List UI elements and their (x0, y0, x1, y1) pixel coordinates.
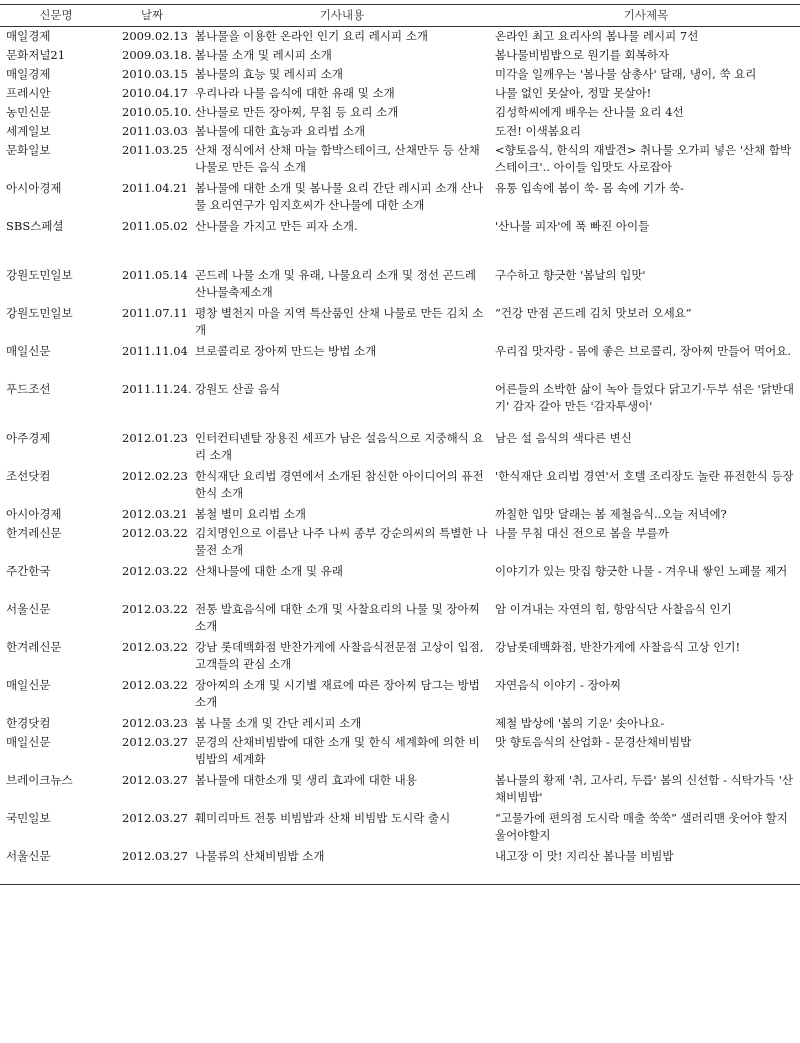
table-row (0, 524, 800, 562)
article-content: 평창 별천지 마을 지역 특산품인 산채 나물로 만든 김치 소개 (195, 305, 484, 337)
article-content: 산채 정식에서 산채 마늘 함박스테이크, 산채만두 등 산채나물로 만든 음식 소개 (195, 142, 480, 174)
header-row (0, 5, 800, 27)
article-title: 김성학씨에게 배우는 산나물 요리 4선 (495, 104, 684, 119)
article-title: 봄나물비빔밥으로 원기를 회복하자 (495, 47, 669, 62)
article-title: 유통 입속에 봄이 쑥- 몸 속에 기가 쑥- (495, 180, 684, 195)
article-content: 봄나물에 대한소개 및 생리 효과에 대한 내용 (195, 772, 417, 787)
paper-name: 아주경제 (6, 430, 51, 445)
article-content: 장아찌의 소개 및 시기별 재료에 따른 장아찌 담그는 방법 소개 (195, 677, 480, 709)
article-title: 우리집 맛자랑 - 몸에 좋은 브로콜리, 장아찌 만들어 먹어요. (495, 343, 791, 358)
article-date: 2011.03.03 (122, 123, 188, 138)
article-content: 봄 나물 소개 및 간단 레시피 소개 (195, 715, 362, 730)
paper-name: 한겨레신문 (6, 639, 62, 654)
article-content: 한식재단 요리법 경연에서 소개된 참신한 아이디어의 퓨전 한식 소개 (195, 468, 484, 500)
table-header (0, 5, 800, 27)
paper-name: 국민일보 (6, 810, 51, 825)
paper-name: 농민신문 (6, 104, 51, 119)
article-title: “고물가에 편의점 도시락 매출 쑥쑥” 샐러리맨 웃어야 할지 울어야할지 (495, 810, 788, 842)
table-row (0, 600, 800, 638)
paper-name: 매일경제 (6, 29, 51, 43)
paper-name: 강원도민일보 (6, 305, 73, 320)
table-row (0, 676, 800, 714)
table-row (0, 733, 800, 771)
table-row (0, 266, 800, 304)
paper-name: 문화저널21 (6, 47, 66, 62)
paper-name: 브레이크뉴스 (6, 772, 73, 787)
article-content: 문경의 산채비빔밥에 대한 소개 및 한식 세계화에 의한 비빔밥의 세계화 (195, 734, 480, 766)
article-date: 2012.03.22 (122, 601, 188, 616)
paper-name: 서울신문 (6, 601, 51, 616)
article-title: <향토음식, 한식의 재발견> 취나물 오가피 넣은 '산채 함박스테이크'.. 아이들 입맛도 사로잡아 (495, 142, 792, 174)
table-row (0, 46, 800, 65)
paper-name: 매일경제 (6, 66, 51, 81)
paper-name: 문화일보 (6, 142, 51, 157)
article-content: 강남 롯데백화점 반찬가게에 사찰음식전문점 고상이 입점, 고객들의 관심 소개 (195, 639, 484, 671)
paper-name: 아시아경제 (6, 180, 62, 195)
paper-name: 푸드조선 (6, 381, 51, 396)
article-title: '한식재단 요리법 경연'서 호텔 조리장도 놀란 퓨전한식 등장 (495, 468, 794, 483)
article-date: 2010.05.10. (122, 104, 192, 119)
article-date: 2011.05.02 (122, 218, 188, 233)
table-row (0, 771, 800, 809)
article-date: 2011.05.14 (122, 267, 188, 282)
table-row (0, 27, 800, 46)
table-row (0, 638, 800, 676)
article-title: 맛 향토음식의 산업화 - 문경산채비빔밥 (495, 734, 692, 749)
article-table (0, 4, 800, 885)
table-row (0, 505, 800, 524)
header-paper: 신문명 (0, 5, 112, 27)
article-title: 나물 없인 못살아, 정말 못살아! (495, 85, 652, 100)
article-content: 곤드레 나물 소개 및 유래, 나물요리 소개 및 정선 곤드레 산나물축제소개 (195, 267, 476, 299)
article-content: 나물류의 산채비빔밥 소개 (192, 847, 492, 885)
article-content: 전통 발효음식에 대한 소개 및 사찰요리의 나물 및 장아찌 소개 (195, 601, 480, 633)
article-content: 훼미리마트 전통 비빔밥과 산채 비빔밥 도시락 출시 (195, 810, 451, 825)
article-title: 어른들의 소박한 삶이 녹아 들었다 닭고기·두부 섞은 '닭반대기' 감자 갈아 만든 '감자투생이' (495, 381, 795, 413)
article-content: 우리나라 나물 음식에 대한 유래 및 소개 (195, 85, 395, 100)
paper-name: 조선닷컴 (6, 468, 51, 483)
table-row (0, 380, 800, 429)
article-title: 자연음식 이야기 - 장아찌 (495, 677, 621, 692)
article-date: 2011.11.04 (122, 343, 188, 358)
paper-name: 매일신문 (6, 677, 51, 692)
article-date: 2011.07.11 (122, 305, 188, 320)
article-content: 김치명인으로 이름난 나주 나씨 종부 강순의씨의 특별한 나물전 소개 (195, 525, 488, 557)
article-content: 인터컨티넨탈 장용진 세프가 남은 설음식으로 지중해식 요리 소개 (195, 430, 484, 462)
paper-name: 한경닷컴 (6, 715, 51, 730)
article-title: 남은 설 음식의 색다른 변신 (495, 430, 632, 445)
paper-name: 프레시안 (6, 85, 51, 100)
article-title: 암 이겨내는 자연의 힘, 항암식단 사찰음식 인기 (495, 601, 732, 616)
article-date: 2011.04.21 (122, 180, 188, 195)
table-row (0, 714, 800, 733)
article-date: 2009.02.13 (122, 29, 188, 43)
table-body (0, 27, 800, 885)
table-row (0, 103, 800, 122)
article-date: 2012.03.21 (122, 506, 188, 521)
table-row (0, 65, 800, 84)
table-row (0, 809, 800, 847)
article-date: 2012.03.27 (122, 810, 188, 825)
article-title: 온라인 최고 요리사의 봄나물 레시피 7선 (495, 29, 699, 43)
article-title: 봄나물의 황제 '취, 고사리, 두릅' 봄의 신선함 - 식탁가득 '산채비빔밥' (495, 772, 793, 804)
article-date: 2009.03.18. (122, 47, 192, 62)
paper-name: 한겨레신문 (6, 525, 62, 540)
article-content: 산채나물에 대한 소개 및 유래 (195, 563, 343, 578)
table-row (0, 342, 800, 380)
article-date: 2012.03.27 (122, 734, 188, 749)
table-row (0, 847, 800, 885)
article-title: 이야기가 있는 맛집 향긋한 나물 - 겨우내 쌓인 노폐물 제거 (495, 563, 788, 578)
article-date: 2012.01.23 (122, 430, 188, 445)
article-date: 2012.02.23 (122, 468, 188, 483)
article-date: 2011.11.24. (122, 381, 192, 396)
article-date: 2012.03.23 (122, 715, 188, 730)
article-content: 봄나물 소개 및 레시피 소개 (195, 47, 332, 62)
article-date: 2012.03.22 (122, 639, 188, 654)
table-row (0, 141, 800, 179)
table-row (0, 217, 800, 266)
article-date: 2012.03.22 (122, 525, 188, 540)
table-row (0, 179, 800, 217)
table-row (0, 84, 800, 103)
article-date: 2012.03.22 (122, 677, 188, 692)
article-content: 산나물을 가지고 만든 피자 소개. (195, 218, 358, 233)
paper-name: 매일신문 (6, 734, 51, 749)
table-row (0, 429, 800, 467)
table-row (0, 304, 800, 342)
article-title: 내고장 이 맛! 지리산 봄나물 비빔밥 (492, 847, 800, 885)
article-content: 봄나물을 이용한 온라인 인기 요리 레시피 소개 (195, 29, 429, 43)
article-title: 나물 무침 대신 전으로 봄을 부를까 (495, 525, 669, 540)
table-row (0, 467, 800, 505)
header-title: 기사제목 (492, 5, 800, 27)
article-title: 도전! 이색봄요리 (495, 123, 582, 138)
article-date: 2010.04.17 (122, 85, 188, 100)
article-date: 2010.03.15 (122, 66, 188, 81)
article-content: 봄철 별미 요리법 소개 (195, 506, 306, 521)
article-content: 봄나물에 대한 소개 및 봄나물 요리 간단 레시피 소개 산나물 요리연구가 임지호씨가 산나물에 대한 소개 (195, 180, 484, 212)
article-content: 브로콜리로 장아찌 만드는 방법 소개 (195, 343, 377, 358)
article-date: 2011.03.25 (122, 142, 188, 157)
paper-name: 세계일보 (6, 123, 51, 138)
article-date: 2012.03.27 (122, 772, 188, 787)
article-date: 2012.03.27 (112, 847, 192, 885)
paper-name: 매일신문 (6, 343, 51, 358)
article-content: 강원도 산골 음식 (195, 381, 281, 396)
paper-name: 서울신문 (0, 847, 112, 885)
paper-name: SBS스페셜 (6, 218, 64, 233)
header-date: 날짜 (112, 5, 192, 27)
article-title: 구수하고 향긋한 '봄날의 입맛' (495, 267, 646, 282)
article-title: “건강 만점 곤드레 김치 맛보러 오세요” (495, 305, 692, 320)
article-title: 미각을 일깨우는 '봄나물 삼총사' 달래, 냉이, 쑥 요리 (495, 66, 757, 81)
article-date: 2012.03.22 (122, 563, 188, 578)
article-content: 봄나물에 대한 효능과 요리법 소개 (195, 123, 366, 138)
paper-name: 강원도민일보 (6, 267, 73, 282)
article-title: '산나물 피자'에 푹 빠진 아이들 (495, 218, 650, 233)
article-content: 봄나물의 효능 및 레시피 소개 (195, 66, 343, 81)
article-content: 산나물로 만든 장아찌, 무침 등 요리 소개 (195, 104, 399, 119)
paper-name: 아시아경제 (6, 506, 62, 521)
article-title: 제철 밥상에 '봄의 기운' 솟아나요- (495, 715, 665, 730)
header-content: 기사내용 (192, 5, 492, 27)
table-row (0, 122, 800, 141)
table-row (0, 562, 800, 600)
article-title: 강남롯데백화점, 반찬가게에 사찰음식 고상 인기! (495, 639, 741, 654)
article-title: 까칠한 입맛 달래는 봄 제철음식..오늘 저녁에? (495, 506, 727, 521)
paper-name: 주간한국 (6, 563, 51, 578)
